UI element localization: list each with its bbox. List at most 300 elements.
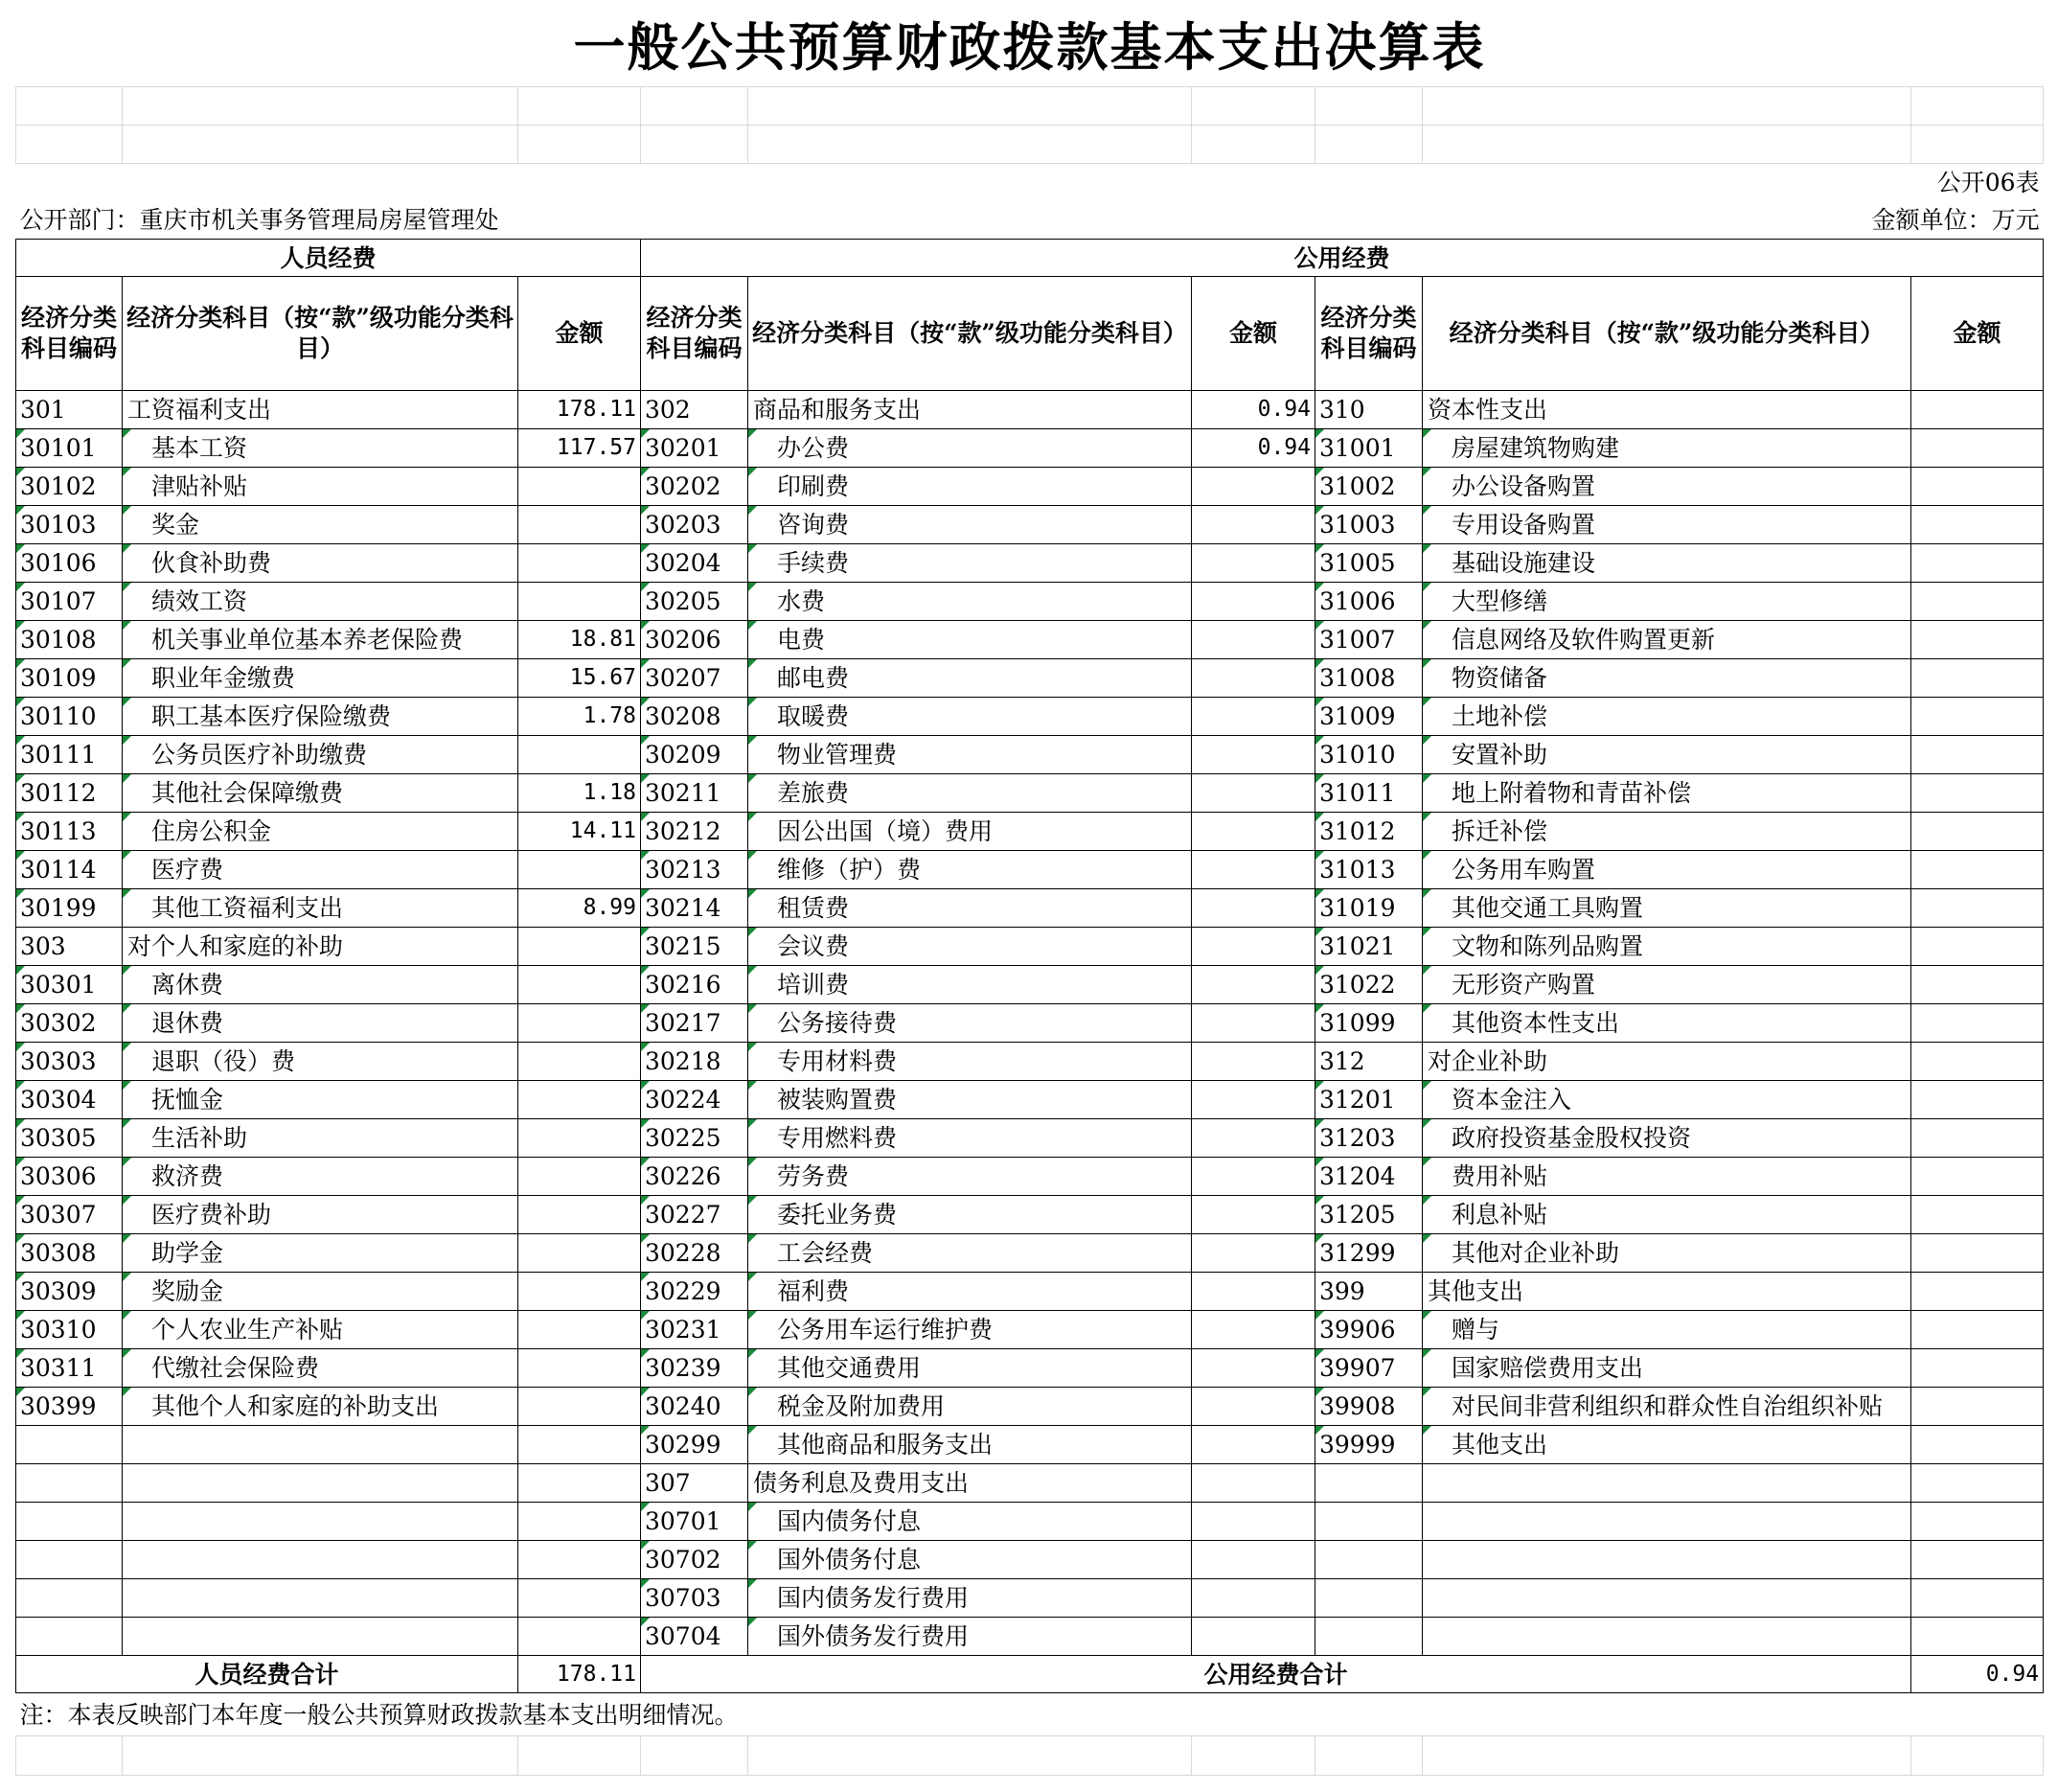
public-b-name-cell: 公务用车购置: [1423, 851, 1911, 889]
personnel-code-cell: 30302: [16, 1004, 123, 1043]
public-a-amount-cell: [1192, 1579, 1315, 1618]
personnel-total-label: 人员经费合计: [16, 1656, 518, 1693]
personnel-code-cell: 30113: [16, 813, 123, 851]
personnel-amount-cell: [518, 966, 641, 1004]
personnel-code-cell: [16, 1464, 123, 1503]
public-b-code-cell: 31012: [1315, 813, 1423, 851]
personnel-name-cell: 退职（役）费: [123, 1043, 518, 1081]
public-a-name-cell: 电费: [748, 621, 1192, 659]
table-row: [16, 1273, 2044, 1311]
public-a-code-cell: 30218: [641, 1043, 748, 1081]
table-row: [16, 544, 2044, 583]
public-a-name-cell: 工会经费: [748, 1234, 1192, 1273]
personnel-code-cell: 30308: [16, 1234, 123, 1273]
public-b-code-cell: 31204: [1315, 1158, 1423, 1196]
public-a-code-cell: 30217: [641, 1004, 748, 1043]
table-row: [16, 1579, 2044, 1618]
personnel-code-cell: 30112: [16, 774, 123, 813]
personnel-code-cell: [16, 1618, 123, 1656]
public-b-name-cell: 物资储备: [1423, 659, 1911, 698]
table-row: [16, 1196, 2044, 1234]
public-a-name-cell: 委托业务费: [748, 1196, 1192, 1234]
public-b-name-cell: 政府投资基金股权投资: [1423, 1119, 1911, 1158]
public-b-code-cell: [1315, 1541, 1423, 1579]
header-code: 经济分类科目编码: [16, 277, 123, 391]
public-a-code-cell: 30214: [641, 889, 748, 928]
personnel-name-cell: 职业年金缴费: [123, 659, 518, 698]
personnel-amount-cell: [518, 851, 641, 889]
public-a-code-cell: 30240: [641, 1388, 748, 1426]
public-b-amount-cell: [1911, 391, 2044, 429]
public-a-code-cell: 307: [641, 1464, 748, 1503]
public-a-name-cell: 会议费: [748, 928, 1192, 966]
public-a-code-cell: 30228: [641, 1234, 748, 1273]
personnel-amount-cell: [518, 1388, 641, 1426]
personnel-amount-cell: [518, 928, 641, 966]
section-public: 公用经费: [641, 240, 2044, 277]
public-a-amount-cell: [1192, 928, 1315, 966]
public-b-name-cell: 其他交通工具购置: [1423, 889, 1911, 928]
public-b-code-cell: 31013: [1315, 851, 1423, 889]
personnel-code-cell: 30301: [16, 966, 123, 1004]
public-b-name-cell: 其他支出: [1423, 1273, 1911, 1311]
table-row: [16, 659, 2044, 698]
table-row: [16, 889, 2044, 928]
table-row: [16, 813, 2044, 851]
personnel-code-cell: 303: [16, 928, 123, 966]
table-row: [16, 1043, 2044, 1081]
public-a-name-cell: 手续费: [748, 544, 1192, 583]
public-a-code-cell: 30208: [641, 698, 748, 736]
public-a-amount-cell: [1192, 1541, 1315, 1579]
personnel-code-cell: [16, 1503, 123, 1541]
public-b-code-cell: 31205: [1315, 1196, 1423, 1234]
personnel-name-cell: 绩效工资: [123, 583, 518, 621]
public-b-name-cell: [1423, 1579, 1911, 1618]
public-a-code-cell: 30215: [641, 928, 748, 966]
public-b-name-cell: 专用设备购置: [1423, 506, 1911, 544]
personnel-amount-cell: 178.11: [518, 391, 641, 429]
personnel-name-cell: 离休费: [123, 966, 518, 1004]
personnel-name-cell: 其他社会保障缴费: [123, 774, 518, 813]
public-a-code-cell: 30703: [641, 1579, 748, 1618]
table-row: [16, 391, 2044, 429]
department-label: 公开部门：重庆市机关事务管理局房屋管理处: [19, 206, 499, 234]
personnel-name-cell: 代缴社会保险费: [123, 1349, 518, 1388]
public-a-name-cell: 公务接待费: [748, 1004, 1192, 1043]
public-b-name-cell: 大型修缮: [1423, 583, 1911, 621]
personnel-name-cell: 救济费: [123, 1158, 518, 1196]
public-a-name-cell: 国内债务付息: [748, 1503, 1192, 1541]
section-personnel: 人员经费: [16, 240, 641, 277]
public-a-amount-cell: [1192, 1004, 1315, 1043]
public-a-code-cell: 30231: [641, 1311, 748, 1349]
personnel-amount-cell: [518, 468, 641, 506]
public-b-name-cell: 其他对企业补助: [1423, 1234, 1911, 1273]
public-b-code-cell: 399: [1315, 1273, 1423, 1311]
public-b-amount-cell: [1911, 736, 2044, 774]
public-a-name-cell: 福利费: [748, 1273, 1192, 1311]
public-b-name-cell: 其他资本性支出: [1423, 1004, 1911, 1043]
public-b-code-cell: 310: [1315, 391, 1423, 429]
public-b-name-cell: [1423, 1464, 1911, 1503]
header-code: 经济分类科目编码: [1315, 277, 1423, 391]
personnel-amount-cell: [518, 1541, 641, 1579]
public-a-name-cell: 印刷费: [748, 468, 1192, 506]
public-a-name-cell: 物业管理费: [748, 736, 1192, 774]
public-a-name-cell: 其他交通费用: [748, 1349, 1192, 1388]
public-b-name-cell: 其他支出: [1423, 1426, 1911, 1464]
personnel-code-cell: 30101: [16, 429, 123, 468]
public-b-name-cell: 房屋建筑物购建: [1423, 429, 1911, 468]
personnel-code-cell: 30106: [16, 544, 123, 583]
public-a-name-cell: 租赁费: [748, 889, 1192, 928]
table-row: [16, 1349, 2044, 1388]
public-a-code-cell: 30205: [641, 583, 748, 621]
table-row: [16, 1311, 2044, 1349]
public-b-code-cell: 39999: [1315, 1426, 1423, 1464]
public-b-amount-cell: [1911, 1196, 2044, 1234]
table-row: [16, 506, 2044, 544]
personnel-amount-cell: [518, 1618, 641, 1656]
public-b-code-cell: 31099: [1315, 1004, 1423, 1043]
spreadsheet: [15, 8, 2043, 1776]
personnel-code-cell: 30107: [16, 583, 123, 621]
public-b-code-cell: 31021: [1315, 928, 1423, 966]
personnel-code-cell: [16, 1541, 123, 1579]
personnel-amount-cell: 117.57: [518, 429, 641, 468]
public-b-amount-cell: [1911, 1234, 2044, 1273]
public-total-amount: 0.94: [1911, 1656, 2044, 1693]
personnel-name-cell: 其他个人和家庭的补助支出: [123, 1388, 518, 1426]
public-a-amount-cell: [1192, 1273, 1315, 1311]
public-a-amount-cell: [1192, 659, 1315, 698]
public-a-name-cell: 邮电费: [748, 659, 1192, 698]
personnel-name-cell: 生活补助: [123, 1119, 518, 1158]
public-a-name-cell: 劳务费: [748, 1158, 1192, 1196]
personnel-amount-cell: [518, 1579, 641, 1618]
public-b-code-cell: 31201: [1315, 1081, 1423, 1119]
public-b-name-cell: 费用补贴: [1423, 1158, 1911, 1196]
public-a-amount-cell: [1192, 889, 1315, 928]
public-a-code-cell: 30209: [641, 736, 748, 774]
public-b-code-cell: 31022: [1315, 966, 1423, 1004]
public-b-code-cell: [1315, 1579, 1423, 1618]
public-a-name-cell: 公务用车运行维护费: [748, 1311, 1192, 1349]
public-a-name-cell: 国外债务发行费用: [748, 1618, 1192, 1656]
personnel-amount-cell: [518, 583, 641, 621]
public-a-code-cell: 30299: [641, 1426, 748, 1464]
public-b-name-cell: 文物和陈列品购置: [1423, 928, 1911, 966]
header-name: 经济分类科目（按“款”级功能分类科目）: [748, 277, 1192, 391]
personnel-amount-cell: [518, 1158, 641, 1196]
public-a-amount-cell: [1192, 544, 1315, 583]
table-row: [16, 1119, 2044, 1158]
header-amount: 金额: [518, 277, 641, 391]
table-row: [16, 966, 2044, 1004]
personnel-name-cell: 基本工资: [123, 429, 518, 468]
public-b-code-cell: 31008: [1315, 659, 1423, 698]
public-a-code-cell: 30225: [641, 1119, 748, 1158]
table-row: [16, 1618, 2044, 1656]
public-b-amount-cell: [1911, 1043, 2044, 1081]
personnel-amount-cell: 8.99: [518, 889, 641, 928]
table-row: [16, 1388, 2044, 1426]
public-b-amount-cell: [1911, 544, 2044, 583]
public-a-name-cell: 商品和服务支出: [748, 391, 1192, 429]
public-a-amount-cell: [1192, 966, 1315, 1004]
public-a-code-cell: 30204: [641, 544, 748, 583]
public-b-name-cell: 资本性支出: [1423, 391, 1911, 429]
personnel-code-cell: 30111: [16, 736, 123, 774]
public-b-amount-cell: [1911, 1349, 2044, 1388]
table-row: [16, 429, 2044, 468]
header-code: 经济分类科目编码: [641, 277, 748, 391]
public-a-amount-cell: [1192, 621, 1315, 659]
public-a-code-cell: 30702: [641, 1541, 748, 1579]
public-total-label: 公用经费合计: [641, 1656, 1911, 1693]
public-a-code-cell: 30704: [641, 1618, 748, 1656]
personnel-amount-cell: 18.81: [518, 621, 641, 659]
public-b-code-cell: 31002: [1315, 468, 1423, 506]
personnel-name-cell: 对个人和家庭的补助: [123, 928, 518, 966]
public-b-amount-cell: [1911, 1119, 2044, 1158]
public-b-name-cell: 赠与: [1423, 1311, 1911, 1349]
personnel-code-cell: 30306: [16, 1158, 123, 1196]
public-a-amount-cell: [1192, 1119, 1315, 1158]
public-a-amount-cell: [1192, 583, 1315, 621]
public-b-name-cell: 地上附着物和青苗补偿: [1423, 774, 1911, 813]
table-row: [16, 1464, 2044, 1503]
personnel-amount-cell: [518, 506, 641, 544]
personnel-amount-cell: 1.18: [518, 774, 641, 813]
public-b-amount-cell: [1911, 889, 2044, 928]
public-a-name-cell: 取暖费: [748, 698, 1192, 736]
public-a-code-cell: 302: [641, 391, 748, 429]
table-row: [16, 1541, 2044, 1579]
public-b-amount-cell: [1911, 1311, 2044, 1349]
table-row: [16, 1234, 2044, 1273]
table-row: [16, 583, 2044, 621]
public-a-amount-cell: [1192, 774, 1315, 813]
public-b-amount-cell: [1911, 506, 2044, 544]
public-a-name-cell: 培训费: [748, 966, 1192, 1004]
personnel-name-cell: [123, 1579, 518, 1618]
public-a-amount-cell: [1192, 1426, 1315, 1464]
personnel-name-cell: 职工基本医疗保险缴费: [123, 698, 518, 736]
public-a-name-cell: 国内债务发行费用: [748, 1579, 1192, 1618]
public-a-amount-cell: [1192, 1349, 1315, 1388]
public-a-code-cell: 30226: [641, 1158, 748, 1196]
personnel-amount-cell: [518, 1426, 641, 1464]
public-b-code-cell: 31010: [1315, 736, 1423, 774]
public-a-code-cell: 30701: [641, 1503, 748, 1541]
public-a-name-cell: 债务利息及费用支出: [748, 1464, 1192, 1503]
public-b-amount-cell: [1911, 1464, 2044, 1503]
public-b-name-cell: 拆迁补偿: [1423, 813, 1911, 851]
personnel-amount-cell: [518, 1196, 641, 1234]
personnel-code-cell: 301: [16, 391, 123, 429]
table-row: [16, 1158, 2044, 1196]
public-b-code-cell: 31006: [1315, 583, 1423, 621]
public-a-name-cell: 差旅费: [748, 774, 1192, 813]
personnel-code-cell: [16, 1579, 123, 1618]
public-a-code-cell: 30201: [641, 429, 748, 468]
header-amount: 金额: [1911, 277, 2044, 391]
table-row: [16, 1081, 2044, 1119]
table-row: [16, 621, 2044, 659]
personnel-name-cell: 机关事业单位基本养老保险费: [123, 621, 518, 659]
personnel-amount-cell: [518, 1311, 641, 1349]
public-b-code-cell: 312: [1315, 1043, 1423, 1081]
personnel-amount-cell: 15.67: [518, 659, 641, 698]
table-row: [16, 736, 2044, 774]
public-a-name-cell: 维修（护）费: [748, 851, 1192, 889]
personnel-name-cell: [123, 1464, 518, 1503]
public-a-name-cell: 咨询费: [748, 506, 1192, 544]
personnel-code-cell: 30103: [16, 506, 123, 544]
personnel-code-cell: 30108: [16, 621, 123, 659]
table-row: [16, 1503, 2044, 1541]
personnel-name-cell: 医疗费补助: [123, 1196, 518, 1234]
public-a-amount-cell: [1192, 813, 1315, 851]
public-a-code-cell: 30206: [641, 621, 748, 659]
personnel-amount-cell: 14.11: [518, 813, 641, 851]
public-b-amount-cell: [1911, 583, 2044, 621]
personnel-name-cell: 住房公积金: [123, 813, 518, 851]
public-b-code-cell: 31003: [1315, 506, 1423, 544]
personnel-amount-cell: [518, 736, 641, 774]
form-number: 公开06表: [1936, 169, 2040, 196]
public-b-code-cell: 31299: [1315, 1234, 1423, 1273]
public-a-amount-cell: [1192, 1388, 1315, 1426]
public-b-name-cell: 办公设备购置: [1423, 468, 1911, 506]
public-b-name-cell: 信息网络及软件购置更新: [1423, 621, 1911, 659]
public-b-amount-cell: [1911, 1273, 2044, 1311]
personnel-amount-cell: [518, 1349, 641, 1388]
personnel-total-amount: 178.11: [518, 1656, 641, 1693]
public-a-code-cell: 30229: [641, 1273, 748, 1311]
personnel-name-cell: 抚恤金: [123, 1081, 518, 1119]
personnel-name-cell: 退休费: [123, 1004, 518, 1043]
personnel-name-cell: 奖金: [123, 506, 518, 544]
personnel-name-cell: [123, 1618, 518, 1656]
personnel-name-cell: 公务员医疗补助缴费: [123, 736, 518, 774]
public-a-amount-cell: [1192, 1081, 1315, 1119]
public-a-code-cell: 30239: [641, 1349, 748, 1388]
public-b-name-cell: 土地补偿: [1423, 698, 1911, 736]
public-b-name-cell: 国家赔偿费用支出: [1423, 1349, 1911, 1388]
public-a-name-cell: 税金及附加费用: [748, 1388, 1192, 1426]
public-b-amount-cell: [1911, 1081, 2044, 1119]
personnel-code-cell: 30304: [16, 1081, 123, 1119]
public-b-name-cell: 对企业补助: [1423, 1043, 1911, 1081]
public-b-amount-cell: [1911, 429, 2044, 468]
table-row: [16, 468, 2044, 506]
public-b-amount-cell: [1911, 851, 2044, 889]
public-a-code-cell: 30211: [641, 774, 748, 813]
public-b-code-cell: 31019: [1315, 889, 1423, 928]
personnel-code-cell: 30310: [16, 1311, 123, 1349]
personnel-name-cell: 个人农业生产补贴: [123, 1311, 518, 1349]
public-b-amount-cell: [1911, 774, 2044, 813]
public-b-amount-cell: [1911, 621, 2044, 659]
personnel-code-cell: 30305: [16, 1119, 123, 1158]
personnel-code-cell: 30102: [16, 468, 123, 506]
public-b-name-cell: [1423, 1618, 1911, 1656]
personnel-amount-cell: [518, 1464, 641, 1503]
personnel-code-cell: 30109: [16, 659, 123, 698]
public-a-amount-cell: [1192, 698, 1315, 736]
public-b-amount-cell: [1911, 1579, 2044, 1618]
personnel-amount-cell: [518, 1119, 641, 1158]
table-row: [16, 851, 2044, 889]
personnel-code-cell: 30110: [16, 698, 123, 736]
public-a-code-cell: 30203: [641, 506, 748, 544]
public-a-name-cell: 专用材料费: [748, 1043, 1192, 1081]
public-b-amount-cell: [1911, 813, 2044, 851]
public-a-amount-cell: [1192, 1618, 1315, 1656]
public-a-code-cell: 30227: [641, 1196, 748, 1234]
personnel-amount-cell: [518, 1503, 641, 1541]
public-a-code-cell: 30213: [641, 851, 748, 889]
personnel-name-cell: 伙食补助费: [123, 544, 518, 583]
personnel-name-cell: 奖励金: [123, 1273, 518, 1311]
unit-label: 金额单位：万元: [1871, 206, 2040, 234]
public-a-amount-cell: [1192, 1464, 1315, 1503]
public-a-amount-cell: [1192, 468, 1315, 506]
personnel-name-cell: [123, 1426, 518, 1464]
public-b-code-cell: 31009: [1315, 698, 1423, 736]
personnel-name-cell: 其他工资福利支出: [123, 889, 518, 928]
public-b-code-cell: 31007: [1315, 621, 1423, 659]
table-row: [16, 698, 2044, 736]
public-b-name-cell: 资本金注入: [1423, 1081, 1911, 1119]
public-b-code-cell: 31001: [1315, 429, 1423, 468]
table-row: [16, 1426, 2044, 1464]
public-b-amount-cell: [1911, 468, 2044, 506]
public-a-code-cell: 30202: [641, 468, 748, 506]
public-a-amount-cell: [1192, 1196, 1315, 1234]
personnel-code-cell: [16, 1426, 123, 1464]
public-a-code-cell: 30216: [641, 966, 748, 1004]
public-b-name-cell: 利息补贴: [1423, 1196, 1911, 1234]
public-a-name-cell: 办公费: [748, 429, 1192, 468]
personnel-name-cell: 工资福利支出: [123, 391, 518, 429]
public-b-code-cell: 31005: [1315, 544, 1423, 583]
public-a-amount-cell: [1192, 736, 1315, 774]
public-a-name-cell: 其他商品和服务支出: [748, 1426, 1192, 1464]
public-b-code-cell: 31011: [1315, 774, 1423, 813]
public-b-amount-cell: [1911, 1426, 2044, 1464]
public-a-name-cell: 因公出国（境）费用: [748, 813, 1192, 851]
public-a-amount-cell: [1192, 1043, 1315, 1081]
table-row: [16, 774, 2044, 813]
public-a-name-cell: 被装购置费: [748, 1081, 1192, 1119]
personnel-code-cell: 30303: [16, 1043, 123, 1081]
public-a-code-cell: 30207: [641, 659, 748, 698]
public-b-code-cell: 39906: [1315, 1311, 1423, 1349]
public-a-amount-cell: [1192, 506, 1315, 544]
public-b-name-cell: 无形资产购置: [1423, 966, 1911, 1004]
personnel-code-cell: 30114: [16, 851, 123, 889]
public-a-name-cell: 水费: [748, 583, 1192, 621]
public-a-amount-cell: [1192, 851, 1315, 889]
personnel-amount-cell: [518, 1004, 641, 1043]
public-b-code-cell: [1315, 1464, 1423, 1503]
personnel-code-cell: 30399: [16, 1388, 123, 1426]
public-b-amount-cell: [1911, 966, 2044, 1004]
